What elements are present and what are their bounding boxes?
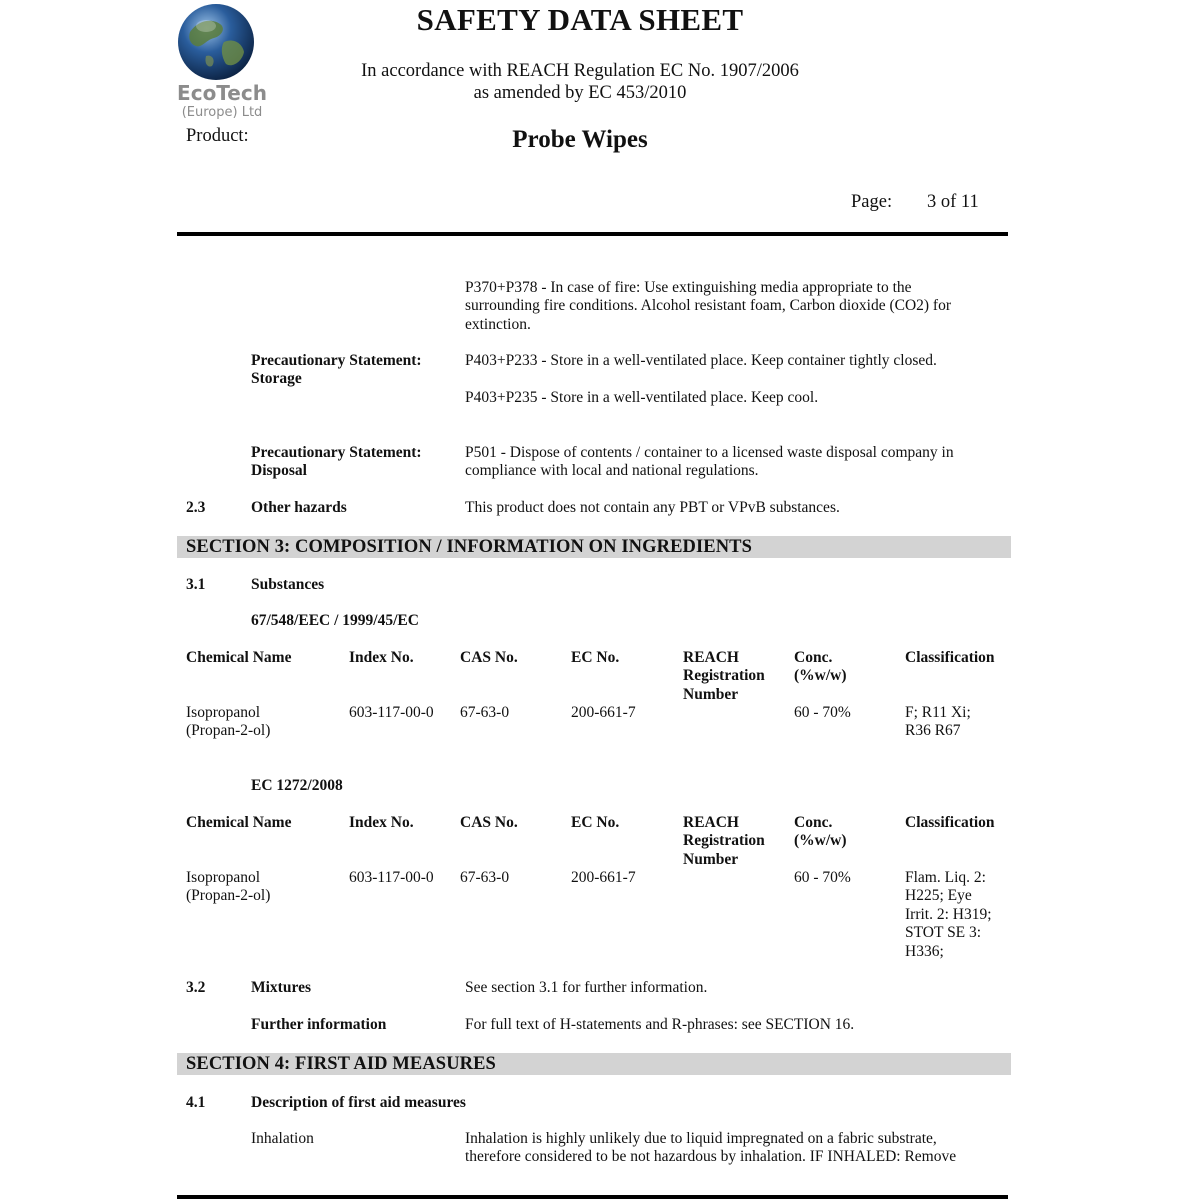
table-1-cas-no: 67-63-0: [460, 704, 510, 721]
classification-line-1: Flam. Liq. 2:: [905, 869, 986, 886]
col-reach: [683, 649, 765, 704]
storage-label: [251, 352, 422, 389]
globe-icon: [176, 2, 256, 82]
logo-subname: (Europe) Ltd: [181, 105, 263, 120]
p370-line-1: P370+P378 - In case of fire: Use extinguishing media appropriate to the: [465, 279, 912, 296]
table-2-cas-no: 67-63-0: [460, 869, 510, 886]
section-3-header: [177, 536, 1011, 558]
inhalation-label: Inhalation: [251, 1130, 314, 1147]
disposal-statement: [465, 444, 954, 481]
disposal-label: [251, 444, 422, 481]
col-reach-line-2: Registration: [683, 832, 765, 850]
other-hazards-label: Other hazards: [251, 499, 347, 516]
col-conc: [794, 814, 847, 851]
col-reach-line-3: Number: [683, 685, 739, 703]
table-2-conc: 60 - 70%: [794, 869, 851, 886]
col-index-no: Index No.: [349, 649, 414, 666]
table-2-index-no: 603-117-00-0: [349, 869, 434, 886]
further-info-label: Further information: [251, 1016, 387, 1033]
col-chemical-name: Chemical Name: [186, 814, 292, 831]
disposal-line-1: P501 - Dispose of contents / container to a licensed waste disposal company in: [465, 444, 954, 461]
chemical-name-line-2: (Propan-2-ol): [186, 887, 271, 905]
document-title: SAFETY DATA SHEET: [416, 2, 744, 37]
p370-statement: [465, 279, 951, 334]
inhalation-text: [465, 1130, 956, 1167]
footer-divider: [177, 1195, 1008, 1199]
p370-line-3: extinction.: [465, 315, 531, 333]
mixtures-text: See section 3.1 for further information.: [465, 979, 708, 996]
disposal-label-line-2: Disposal: [251, 462, 307, 480]
section-4-title: SECTION 4: FIRST AID MEASURES: [186, 1054, 496, 1074]
page-number: 3 of 11: [927, 192, 979, 212]
storage-label-line-1: Precautionary Statement:: [251, 352, 422, 369]
col-cas-no: CAS No.: [460, 814, 518, 831]
mixtures-number: 3.2: [186, 979, 206, 996]
mixtures-label: Mixtures: [251, 979, 311, 996]
col-ec-no: EC No.: [571, 814, 620, 831]
classification-line-3: Irrit. 2: H319;: [905, 905, 992, 923]
subtitle-line-1: In accordance with REACH Regulation EC No. 1907/2006: [361, 61, 799, 81]
classification-line-5: H336;: [905, 942, 944, 960]
product-name: Probe Wipes: [512, 126, 648, 153]
p370-line-2: surrounding fire conditions. Alcohol resistant foam, Carbon dioxide (CO2) for: [465, 297, 952, 315]
classification-line-2: R36 R67: [905, 722, 961, 740]
inhalation-line-2: therefore considered to be not hazardous by inhalation. IF INHALED: Remove: [465, 1148, 957, 1166]
col-ec-no: EC No.: [571, 649, 620, 666]
chemical-name-line-2: (Propan-2-ol): [186, 722, 271, 740]
section-4-header: [177, 1053, 1011, 1075]
classification-line-1: F; R11 Xi;: [905, 704, 971, 721]
substances-label: Substances: [251, 576, 325, 593]
storage-label-line-2: Storage: [251, 370, 302, 388]
page-label: Page:: [851, 192, 893, 212]
col-cas-no: CAS No.: [460, 649, 518, 666]
col-reach-line-3: Number: [683, 850, 739, 868]
chemical-name-line-1: Isopropanol: [186, 869, 261, 886]
substances-number: 3.1: [186, 576, 206, 593]
header-divider: [177, 232, 1008, 236]
col-chemical-name: Chemical Name: [186, 649, 292, 666]
first-aid-number: 4.1: [186, 1094, 206, 1111]
table-1-ec-no: 200-661-7: [571, 704, 636, 721]
col-conc-line-1: Conc.: [794, 649, 833, 666]
table-1-regulation: 67/548/EEC / 1999/45/EC: [251, 612, 419, 629]
storage-statement-1: P403+P233 - Store in a well-ventilated place. Keep container tightly closed.: [465, 352, 937, 369]
storage-statement-2: P403+P235 - Store in a well-ventilated place. Keep cool.: [465, 389, 819, 406]
col-conc-line-1: Conc.: [794, 814, 833, 831]
table-2-regulation: EC 1272/2008: [251, 777, 343, 794]
col-index-no: Index No.: [349, 814, 414, 831]
disposal-line-2: compliance with local and national regulations.: [465, 462, 759, 480]
col-reach: [683, 814, 765, 869]
chemical-name-line-1: Isopropanol: [186, 704, 261, 721]
table-1-index-no: 603-117-00-0: [349, 704, 434, 721]
other-hazards-number: 2.3: [186, 499, 206, 516]
disposal-label-line-1: Precautionary Statement:: [251, 444, 422, 461]
regulation-subtitle: [300, 60, 860, 104]
table-2-ec-no: 200-661-7: [571, 869, 636, 886]
logo-name: EcoTech: [177, 81, 267, 105]
section-3-title: SECTION 3: COMPOSITION / INFORMATION ON INGREDIENTS: [186, 537, 752, 557]
col-classification: Classification: [905, 649, 995, 666]
col-reach-line-1: REACH: [683, 814, 739, 831]
other-hazards-text: This product does not contain any PBT or VPvB substances.: [465, 499, 840, 516]
table-1-chemical-name: [186, 704, 270, 741]
col-conc-line-2: (%w/w): [794, 667, 847, 685]
table-1-classification: [905, 704, 971, 741]
classification-line-4: STOT SE 3:: [905, 924, 982, 942]
subtitle-line-2: as amended by EC 453/2010: [473, 83, 687, 103]
first-aid-label: Description of first aid measures: [251, 1094, 466, 1111]
col-reach-line-2: Registration: [683, 667, 765, 685]
col-classification: Classification: [905, 814, 995, 831]
col-conc-line-2: (%w/w): [794, 832, 847, 850]
company-logo: [176, 2, 268, 122]
col-reach-line-1: REACH: [683, 649, 739, 666]
classification-line-2: H225; Eye: [905, 887, 972, 905]
table-2-chemical-name: [186, 869, 270, 906]
table-1-conc: 60 - 70%: [794, 704, 851, 721]
table-2-classification: [905, 869, 992, 961]
col-conc: [794, 649, 847, 686]
further-info-text: For full text of H-statements and R-phrases: see SECTION 16.: [465, 1016, 855, 1033]
product-label: Product:: [186, 126, 249, 146]
inhalation-line-1: Inhalation is highly unlikely due to liquid impregnated on a fabric substrate,: [465, 1130, 937, 1147]
